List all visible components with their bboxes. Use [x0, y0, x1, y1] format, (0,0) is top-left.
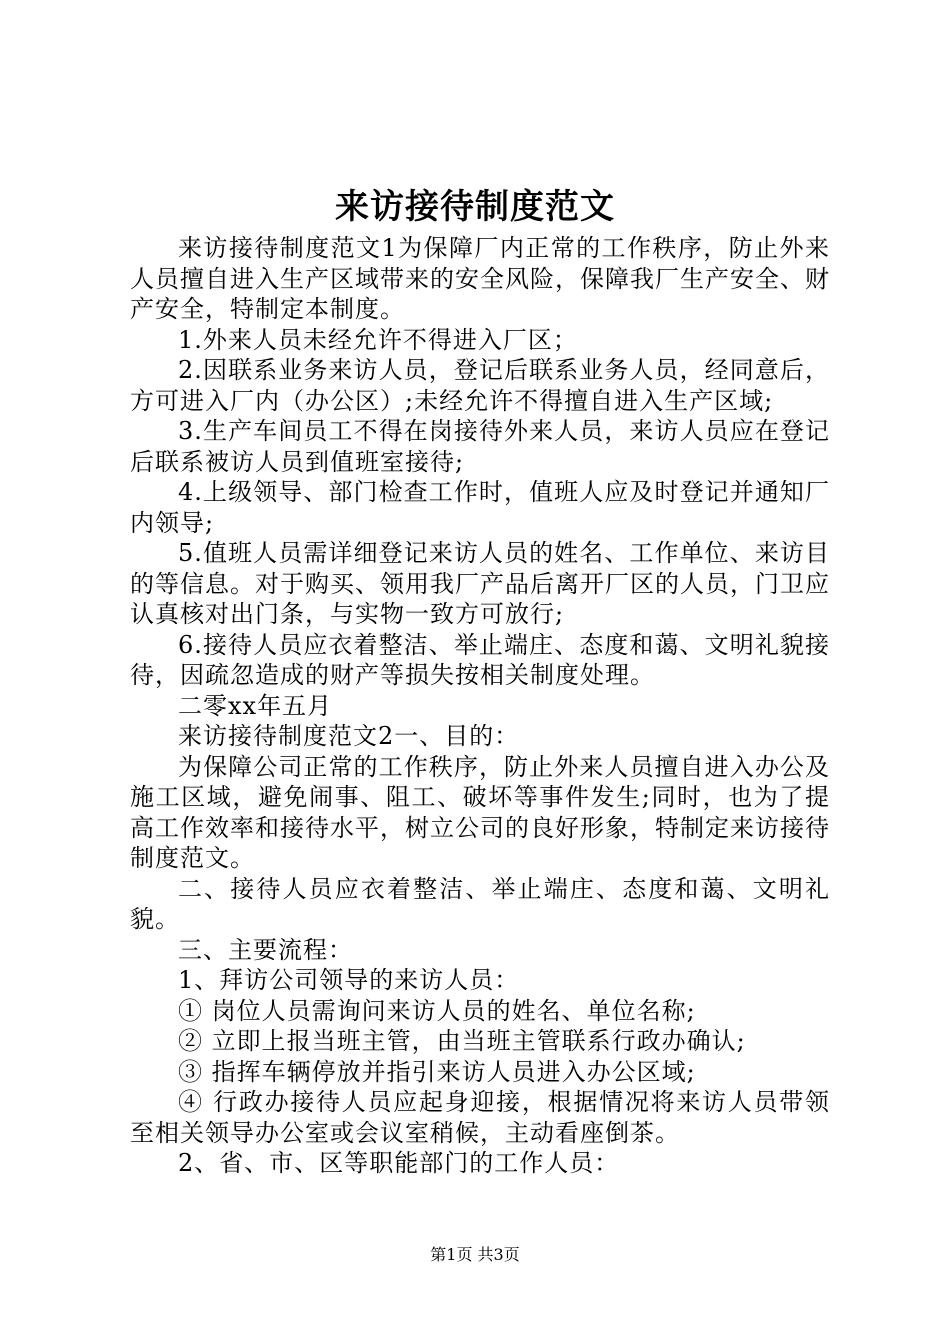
list-item: ④ 行政办接待人员应起身迎接，根据情况将来访人员带领至相关领导办公室或会议室稍候，主动看座倒茶。 — [130, 1088, 830, 1147]
list-item: ② 立即上报当班主管，由当班主管联系行政办确认; — [178, 1027, 746, 1055]
paragraph: 3.生产车间员工不得在岗接待外来人员，来访人员应在登记后联系被访人员到值班室接待; — [130, 417, 830, 476]
date-line: 二零xx年五月 — [178, 691, 333, 720]
paragraph: 5.值班人员需详细登记来访人员的姓名、工作单位、来访目的等信息。对于购买、领用我厂产品后离开厂区的人员，门卫应认真核对出门条，与实物一致方可放行; — [130, 539, 830, 628]
paragraph: 为保障公司正常的工作秩序，防止外来人员擅自进入办公及施工区域，避免闹事、阻工、破坏等事件发生;同时，也为了提高工作效率和接待水平，树立公司的良好形象，特制定来访接待制度范文。 — [130, 752, 830, 872]
section-heading: 三、主要流程： — [178, 935, 353, 964]
list-heading: 1、拜访公司领导的来访人员： — [178, 966, 520, 994]
list-heading: 2、省、市、区等职能部门的工作人员： — [178, 1149, 620, 1177]
list-item: ③ 指挥车辆停放并指引来访人员进入办公区域; — [178, 1057, 696, 1086]
document-title: 来访接待制度范文 — [335, 187, 615, 227]
paragraph: 4.上级领导、部门检查工作时，值班人应及时登记并通知厂内领导; — [130, 478, 830, 537]
paragraph: 1.外来人员未经允许不得进入厂区； — [178, 325, 578, 354]
document-body — [130, 233, 830, 1179]
page-footer: 第1页 共3页 — [430, 1245, 520, 1264]
paragraph: 二、接待人员应衣着整洁、举止端庄、态度和蔼、文明礼貌。 — [130, 874, 830, 933]
paragraph: 来访接待制度范文1为保障厂内正常的工作秩序，防止外来人员擅自进入生产区域带来的安全风险，保障我厂生产安全、财产安全，特制定本制度。 — [130, 234, 830, 323]
list-item: ① 岗位人员需询问来访人员的姓名、单位名称; — [178, 996, 696, 1025]
paragraph: 6.接待人员应衣着整洁、举止端庄、态度和蔼、文明礼貌接待，因疏忽造成的财产等损失按相关制度处理。 — [130, 630, 830, 689]
paragraph: 2.因联系业务来访人员，登记后联系业务人员，经同意后，方可进入厂内（办公区）;未经允许不得擅自进入生产区域; — [130, 356, 830, 415]
section-heading: 来访接待制度范文2一、目的： — [178, 722, 520, 750]
